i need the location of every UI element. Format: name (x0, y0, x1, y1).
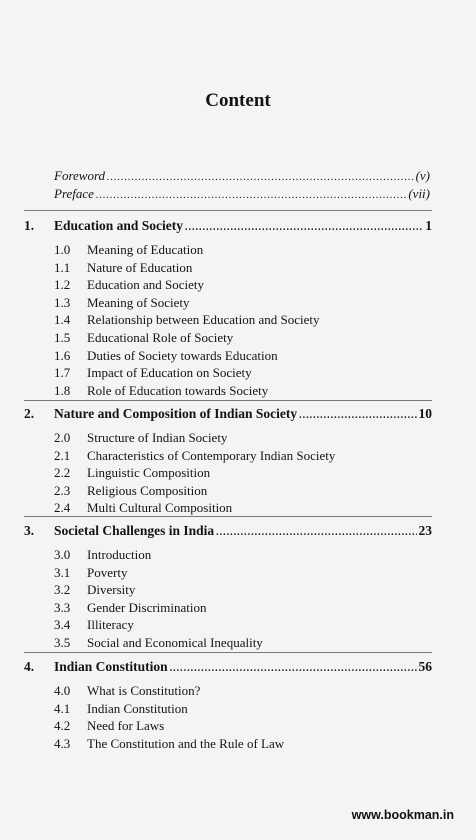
list-item (54, 277, 432, 295)
front-matter-label: Foreword (54, 168, 106, 183)
list-item (54, 483, 432, 501)
list-item (54, 295, 432, 313)
chapter-2 (24, 406, 432, 518)
front-matter-page: (vii) (408, 186, 430, 201)
section-number: 2.4 (54, 500, 71, 516)
section-title: Need for Laws (87, 718, 165, 734)
section-number: 3.2 (54, 582, 71, 598)
list-item (54, 430, 432, 448)
chapter-page: 56 (418, 659, 432, 674)
section-number: 1.6 (54, 347, 71, 363)
leader-dots (216, 527, 416, 538)
section-title: Diversity (87, 582, 136, 598)
chapter-1 (24, 218, 432, 400)
divider (24, 210, 432, 211)
list-item (54, 600, 432, 618)
section-title: Poverty (87, 564, 128, 580)
divider (24, 652, 432, 653)
section-list (24, 547, 432, 653)
section-list (24, 683, 432, 753)
list-item (54, 617, 432, 635)
list-item (54, 565, 432, 583)
section-title: Gender Discrimination (87, 599, 207, 615)
front-matter-page: (v) (415, 168, 430, 183)
section-title: Meaning of Education (87, 242, 204, 257)
list-item (54, 312, 432, 330)
front-matter-label: Preface (54, 186, 94, 201)
section-title: Characteristics of Contemporary Indian Society (87, 447, 336, 463)
section-number: 3.5 (54, 634, 71, 650)
page-title: Content (205, 90, 271, 111)
section-number: 1.8 (54, 382, 71, 398)
section-title: Religious Composition (87, 482, 208, 498)
chapter-heading (24, 659, 432, 677)
front-matter-row-foreword (54, 168, 430, 186)
section-number: 1.4 (54, 312, 71, 328)
section-number: 3.1 (54, 564, 71, 580)
divider (24, 516, 432, 517)
chapter-page: 23 (418, 523, 432, 538)
leader-dots (170, 663, 417, 674)
list-item (54, 701, 432, 719)
front-matter-row-preface (54, 186, 430, 204)
list-item (54, 330, 432, 348)
section-number: 2.3 (54, 482, 71, 498)
leader-dots (107, 172, 414, 183)
list-item (54, 683, 432, 701)
section-title: Meaning of Society (87, 294, 190, 310)
section-list (24, 430, 432, 518)
section-title: Educational Role of Society (87, 329, 234, 345)
chapter-heading (24, 218, 432, 236)
list-item (54, 242, 432, 260)
section-number: 4.2 (54, 718, 71, 734)
front-matter (54, 168, 430, 204)
section-number: 4.3 (54, 735, 71, 751)
section-title: Role of Education towards Society (87, 382, 269, 398)
section-title: Duties of Society towards Education (87, 347, 278, 363)
list-item (54, 718, 432, 736)
chapter-title: Societal Challenges in India (54, 523, 215, 538)
chapter-number: 4. (24, 659, 35, 674)
divider (24, 400, 432, 401)
chapter-title: Indian Constitution (54, 659, 168, 674)
section-number: 4.0 (54, 683, 71, 698)
section-number: 1.7 (54, 365, 71, 381)
section-number: 2.0 (54, 430, 71, 445)
chapter-heading (24, 406, 432, 424)
section-number: 1.0 (54, 242, 71, 257)
chapter-heading (24, 523, 432, 541)
section-title: Illiteracy (87, 617, 134, 633)
chapter-number: 3. (24, 523, 35, 538)
website-link[interactable]: www.bookman.in (351, 808, 454, 822)
section-list (24, 242, 432, 400)
list-item (54, 383, 432, 401)
section-number: 1.3 (54, 294, 71, 310)
chapter-number: 2. (24, 406, 35, 421)
leader-dots (96, 190, 406, 201)
chapter-number: 1. (24, 218, 35, 233)
list-item (54, 260, 432, 278)
chapter-page: 10 (418, 406, 432, 421)
section-number: 3.0 (54, 547, 71, 562)
list-item (54, 582, 432, 600)
section-number: 1.2 (54, 277, 71, 293)
section-title: Social and Economical Inequality (87, 634, 263, 650)
list-item (54, 547, 432, 565)
section-title: Nature of Education (87, 259, 193, 275)
leader-dots (185, 222, 423, 233)
section-title: Indian Constitution (87, 700, 188, 716)
list-item (54, 448, 432, 466)
section-number: 3.3 (54, 599, 71, 615)
list-item (54, 348, 432, 366)
section-title: Introduction (87, 547, 152, 562)
list-item (54, 635, 432, 653)
section-title: Structure of Indian Society (87, 430, 228, 445)
section-title: What is Constitution? (87, 683, 201, 698)
chapter-3 (24, 523, 432, 653)
leader-dots (299, 410, 416, 421)
section-title: Linguistic Composition (87, 465, 211, 481)
chapter-page: 1 (425, 218, 432, 233)
list-item (54, 465, 432, 483)
chapter-title: Nature and Composition of Indian Society (54, 406, 298, 421)
section-number: 2.1 (54, 447, 71, 463)
section-number: 2.2 (54, 465, 71, 481)
section-number: 3.4 (54, 617, 71, 633)
section-title: Relationship between Education and Society (87, 312, 320, 328)
chapter-4 (24, 659, 432, 753)
section-number: 1.5 (54, 329, 71, 345)
chapter-title: Education and Society (54, 218, 184, 233)
section-number: 4.1 (54, 700, 71, 716)
section-number: 1.1 (54, 259, 71, 275)
section-title: Education and Society (87, 277, 204, 293)
section-title: Impact of Education on Society (87, 365, 252, 381)
section-title: The Constitution and the Rule of Law (87, 735, 285, 751)
list-item (54, 736, 432, 754)
section-title: Multi Cultural Composition (87, 500, 233, 516)
list-item (54, 365, 432, 383)
